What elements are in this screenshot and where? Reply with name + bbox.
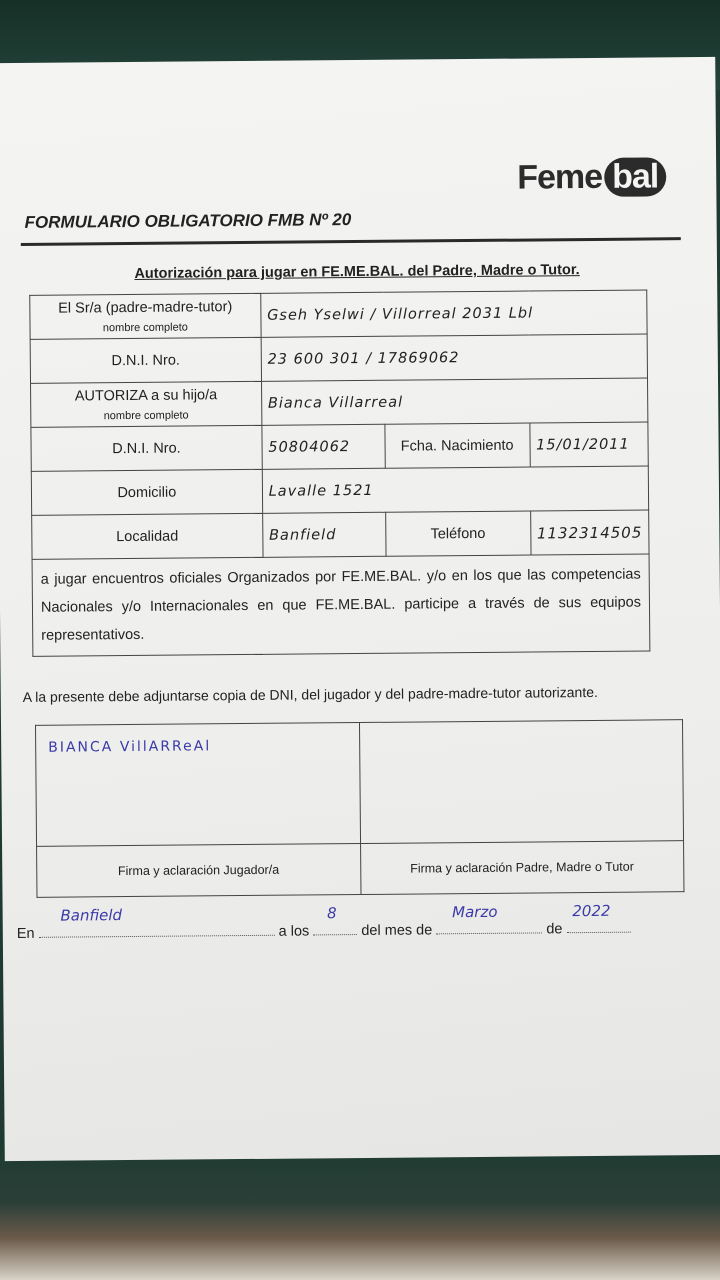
parent-row bbox=[30, 290, 647, 339]
birth-label: Fcha. Nacimiento bbox=[385, 423, 530, 468]
child-name-field[interactable]: Bianca Villarreal bbox=[261, 378, 648, 425]
child-label-cell bbox=[31, 381, 262, 427]
title-rule bbox=[21, 237, 681, 246]
player-handwritten-name: BIANCA VillARReAl bbox=[48, 738, 212, 756]
authorization-table bbox=[29, 289, 650, 656]
signature-table bbox=[35, 719, 684, 898]
city-field[interactable]: Banfield bbox=[262, 512, 385, 557]
dni1-row bbox=[30, 334, 647, 383]
child-sublabel: nombre completo bbox=[103, 408, 189, 422]
month-value: Marzo bbox=[452, 902, 498, 922]
form-title: FORMULARIO OBLIGATORIO FMB Nº 20 bbox=[24, 210, 352, 232]
child-label: AUTORIZA a su hijo/a bbox=[74, 386, 218, 404]
dni1-label: D.N.I. Nro. bbox=[30, 337, 261, 383]
board-bottom bbox=[0, 1140, 720, 1280]
day-value: 8 bbox=[327, 904, 337, 923]
parent-signature-box[interactable] bbox=[359, 720, 684, 844]
phone-label: Teléfono bbox=[385, 511, 530, 556]
dni2-row bbox=[31, 422, 648, 471]
form-sheet bbox=[0, 57, 720, 1161]
city-row bbox=[32, 510, 649, 559]
address-field[interactable]: Lavalle 1521 bbox=[262, 466, 649, 513]
paragraph-row bbox=[32, 554, 650, 656]
address-label: Domicilio bbox=[31, 469, 262, 515]
signature-label-row bbox=[37, 841, 684, 898]
child-row bbox=[31, 378, 648, 427]
authorization-paragraph: a jugar encuentros oficiales Organizados por FE.ME.BAL. y/o en los que las competencias Nacionales y/o Internacionales en que FE.ME.BAL. participe a través de sus equipos representativos. bbox=[32, 554, 650, 656]
parent-label-cell bbox=[30, 293, 261, 339]
logo-pill: bal bbox=[604, 157, 666, 197]
form-subtitle: Autorización para jugar en FE.ME.BAL. del Padre, Madre o Tutor. bbox=[134, 262, 580, 282]
dni-note: A la presente debe adjuntarse copia de DNI, del jugador y del padre-madre-tutor autorizante. bbox=[22, 683, 598, 705]
dni2-label: D.N.I. Nro. bbox=[31, 425, 262, 471]
day-field[interactable] bbox=[313, 904, 357, 935]
femebal-logo bbox=[517, 157, 666, 197]
city-label: Localidad bbox=[32, 513, 263, 559]
year-label: de bbox=[546, 921, 563, 938]
parent-label: El Sr/a (padre-madre-tutor) bbox=[58, 298, 233, 317]
address-row bbox=[31, 466, 648, 515]
alos-label: a los bbox=[278, 923, 310, 940]
dni2-field[interactable]: 50804062 bbox=[262, 424, 385, 469]
year-value: 2022 bbox=[572, 901, 611, 921]
dni1-field[interactable]: 23 600 301 / 17869062 bbox=[261, 334, 648, 381]
parent-signature-label: Firma y aclaración Padre, Madre o Tutor bbox=[360, 841, 684, 895]
date-line bbox=[16, 901, 631, 943]
en-label: En bbox=[16, 925, 35, 943]
parent-name-field[interactable]: Gseh Yselwi / Villorreal 2031 Lbl bbox=[260, 290, 647, 337]
place-field[interactable] bbox=[39, 906, 275, 938]
place-value: Banfield bbox=[60, 906, 123, 925]
parent-sublabel: nombre completo bbox=[102, 320, 188, 334]
player-signature-label: Firma y aclaración Jugador/a bbox=[37, 844, 361, 898]
month-field[interactable] bbox=[436, 902, 542, 934]
signature-box-row bbox=[36, 720, 684, 847]
year-field[interactable] bbox=[566, 901, 630, 934]
month-label: del mes de bbox=[361, 922, 433, 940]
player-signature-box[interactable] bbox=[36, 723, 361, 847]
logo-text: Feme bbox=[517, 157, 603, 197]
birth-field[interactable]: 15/01/2011 bbox=[529, 422, 648, 467]
phone-field[interactable]: 1132314505 bbox=[530, 510, 649, 555]
